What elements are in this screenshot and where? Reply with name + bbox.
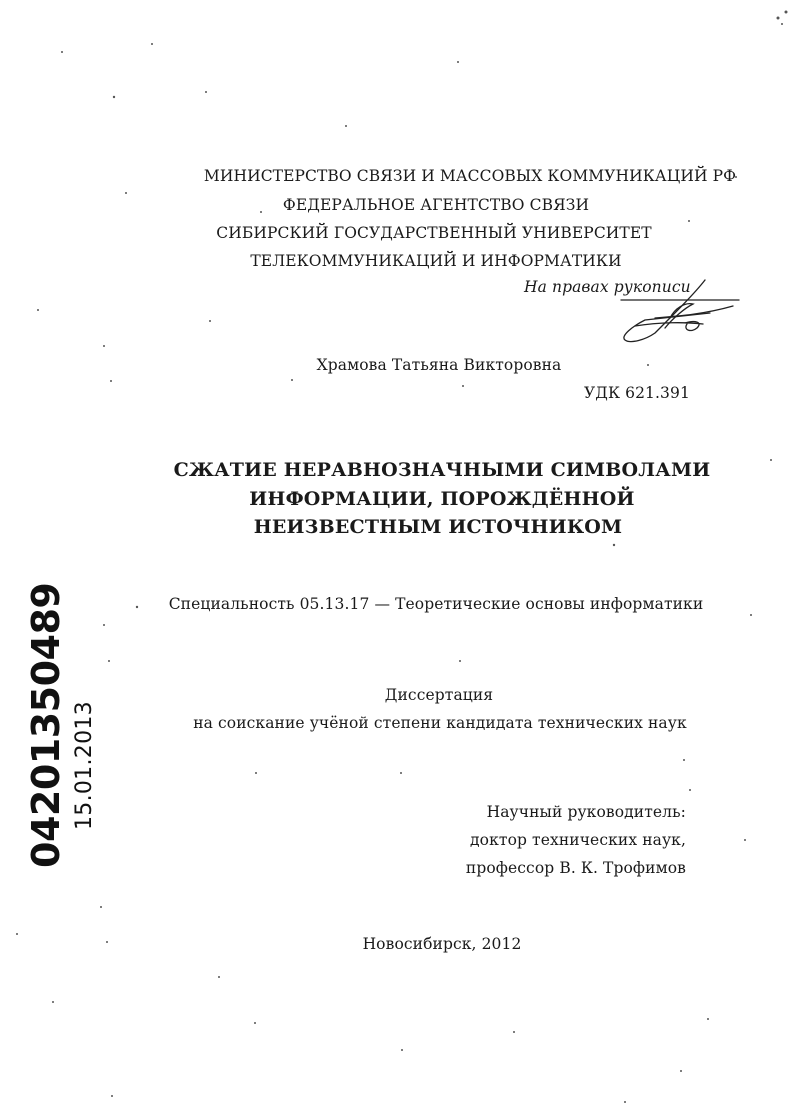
signature-image (615, 278, 745, 348)
agency-heading: ФЕДЕРАЛЬНОЕ АГЕНТСТВО СВЯЗИ (282, 196, 590, 214)
supervisor-label: Научный руководитель: (486, 803, 686, 821)
dissertation-title-line3: НЕИЗВЕСТНЫМ ИСТОЧНИКОМ (253, 516, 623, 538)
manuscript-rights-note: На правах рукописи (524, 278, 691, 296)
dissertation-title-line1: СЖАТИЕ НЕРАВНОЗНАЧНЫМИ СИМВОЛАМИ (173, 459, 711, 481)
ministry-heading: МИНИСТЕРСТВО СВЯЗИ И МАССОВЫХ КОММУНИКАЦИЙ РФ (203, 167, 737, 185)
library-stamp-number: 04201350489 (24, 582, 68, 868)
specialty-line: Специальность 05.13.17 — Теоретические основы информатики (168, 595, 704, 613)
author-name: Храмова Татьяна Викторовна (316, 356, 562, 374)
university-heading-line1: СИБИРСКИЙ ГОСУДАРСТВЕННЫЙ УНИВЕРСИТЕТ (216, 224, 652, 242)
dissertation-title-line2: ИНФОРМАЦИИ, ПОРОЖДЁННОЙ (249, 488, 635, 510)
supervisor-name: профессор В. К. Трофимов (465, 859, 686, 877)
university-heading-line2: ТЕЛЕКОММУНИКАЦИЙ И ИНФОРМАТИКИ (250, 252, 622, 270)
supervisor-degree: доктор технических наук, (470, 831, 686, 849)
degree-line: на соискание учёной степени кандидата технических наук (193, 714, 687, 732)
dissertation-label: Диссертация (384, 686, 494, 704)
udc-code: УДК 621.391 (584, 384, 690, 402)
library-stamp-date: 15.01.2013 (72, 701, 97, 830)
place-year: Новосибирск, 2012 (362, 935, 522, 953)
